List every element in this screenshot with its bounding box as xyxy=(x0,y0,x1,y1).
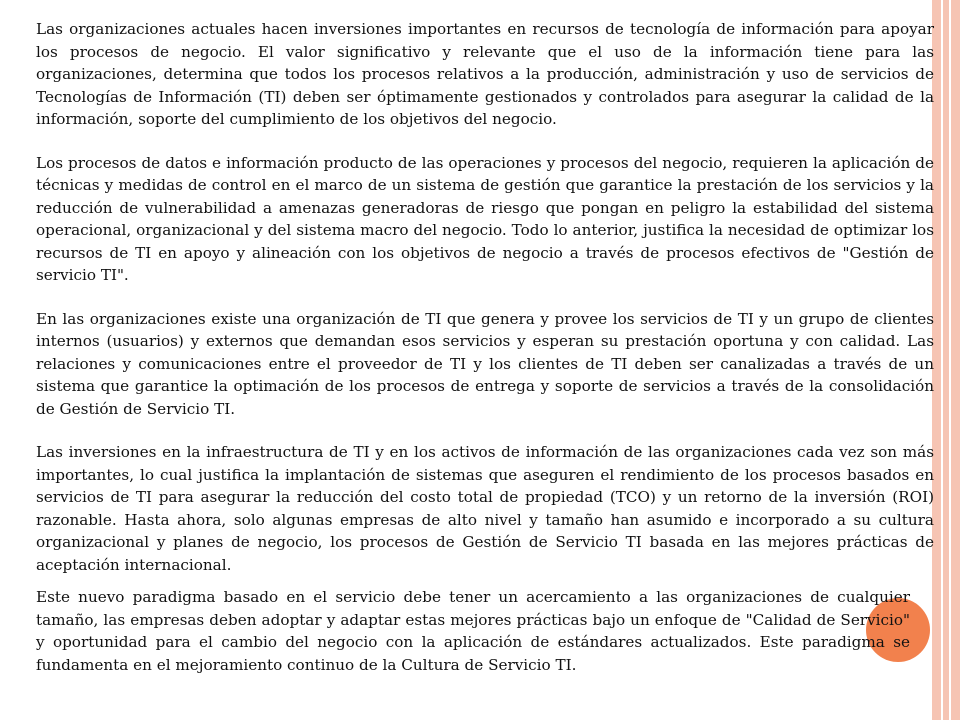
border-stripe xyxy=(949,0,951,720)
paragraph-it-organization: En las organizaciones existe una organización de TI que genera y provee los servicios de TI y un grupo de clientes internos (usuarios) y externos que demandan esos servicios y esperan su prestación oportuna y con calidad. Las relaciones y comunicaciones entre el proveedor de TI y los clientes de TI deben ser canalizadas a través de un sistema que garantice la optimación de los procesos de entrega y soporte de servicios a través de la consolidación de Gestión de Servicio TI. xyxy=(36,309,934,418)
paragraph-investment: Las organizaciones actuales hacen inversiones importantes en recursos de tecnología de información para apoyar los procesos de negocio. El valor significativo y relevante que el uso de la información tiene para las organizaciones, determina que todos los procesos relativos a la producción, administración y uso de servicios de Tecnologías de Información (TI) deben ser óptimamente gestionados y controlados para asegurar la calidad de la información, soporte del cumplimiento de los objetivos del negocio. xyxy=(36,20,934,128)
paragraph-new-paradigm: Este nuevo paradigma basado en el servicio debe tener un acercamiento a las organizaciones de cualquier tamaño, las empresas deben adoptar y adaptar estas mejores prácticas bajo un enfoque de "Calidad de Servicio" y oportunidad para el cambio del negocio con la aplicación de estándares actualizados. Este paradigma se fundamenta en el mejoramiento continuo de la Cultura de Servicio TI. xyxy=(36,588,910,674)
paragraph-data-processes: Los procesos de datos e información producto de las operaciones y procesos del negocio, requieren la aplicación de técnicas y medidas de control en el marco de un sistema de gestión que garantice la prestación de los servicios y la reducción de vulnerabilidad a amenazas generadoras de riesgo que pongan en peligro la estabilidad del sistema operacional, organizacional y del sistema macro del negocio. Todo lo anterior, justifica la necesidad de optimizar los recursos de TI en apoyo y alineación con los objetivos de negocio a través de procesos efectivos de "Gestión de servicio TI". xyxy=(36,153,934,284)
slide-content xyxy=(36,18,934,676)
border-stripe xyxy=(941,0,943,720)
paragraph-infrastructure: Las inversiones en la infraestructura de TI y en los activos de información de las organizaciones cada vez son más importantes, lo cual justifica la implantación de sistemas que aseguren el rendimiento de los procesos basados en servicios de TI para asegurar la reducción del costo total de propiedad (TCO) y un retorno de la inversión (ROI) razonable. Hasta ahora, solo algunas empresas de alto nivel y tamaño han asumido e incorporado a su cultura organizacional y planes de negocio, los procesos de Gestión de Servicio TI basada en las mejores prácticas de aceptación internacional. xyxy=(36,443,934,574)
decorative-right-border xyxy=(932,0,960,720)
